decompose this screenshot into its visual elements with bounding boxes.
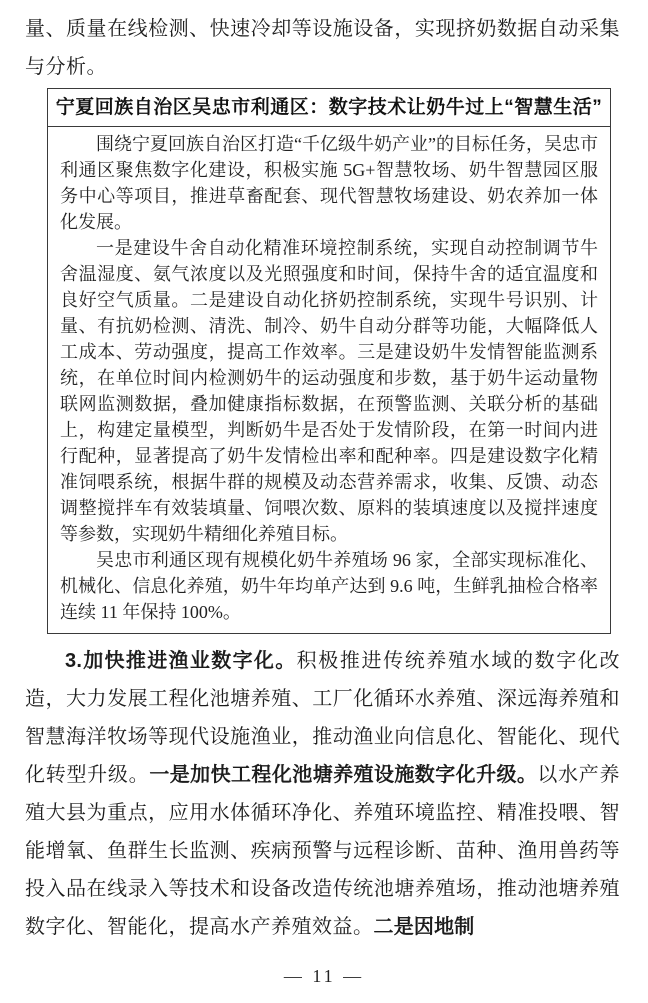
box-paragraph: 一是建设牛舍自动化精准环境控制系统，实现自动控制调节牛舍温湿度、氨气浓度以及光照强度和时间，保持牛舍的适宜温度和良好空气质量。二是建设自动化挤奶控制系统，实现牛号识别、计量、有抗奶检测、清洗、制冷、奶牛自动分群等功能，大幅降低人工成本、劳动强度，提高工作效率。三是建设奶牛发情智能监测系统，在单位时间内检测奶牛的运动强度和步数，基于奶牛运动量物联网监测数据，叠加健康指标数据，在预警监测、关联分析的基础上，构建定量模型，判断奶牛是否处于发情阶段，在第一时间内进行配种，显著提高了奶牛发情检出率和配种率。四是建设数字化精准饲喂系统，根据牛群的规模及动态营养需求，收集、反馈、动态调整搅拌车有效装填量、饲喂次数、原料的装填速度以及搅拌速度等参数，实现奶牛精细化养殖目标。 (60, 238, 598, 544)
case-study-box (47, 88, 611, 634)
bold-text-run: 一是加快工程化池塘养殖设施数字化升级。 (149, 764, 538, 786)
bold-text-run: 二是因地制 (373, 916, 475, 938)
bold-text-run: 3.加快推进渔业数字化。 (65, 650, 297, 672)
box-paragraph: 围绕宁夏回族自治区打造“千亿级牛奶产业”的目标任务，吴忠市利通区聚焦数字化建设，积极实施 5G+智慧牧场、奶牛智慧园区服务中心等项目，推进草畜配套、现代智慧牧场建设、奶农养加一体化发展。 (60, 134, 598, 232)
page-number: — 11 — (283, 966, 365, 986)
box-paragraph: 吴忠市利通区现有规模化奶牛养殖场 96 家，全部实现标准化、机械化、信息化养殖，奶牛年均单产达到 9.6 吨，生鲜乳抽检合格率连续 11 年保持 100%。 (60, 550, 598, 622)
fishery-paragraph (25, 642, 620, 946)
text-run: 以水产养殖大县为重点，应用水体循环净化、养殖环境监控、精准投喂、智能增氧、鱼群生长监测、疾病预警与远程诊断、苗种、渔用兽药等投入品在线录入等技术和设备改造传统池塘养殖场，推动池塘养殖数字化、智能化，提高水产养殖效益。 (25, 764, 620, 938)
case-study-box-title: 宁夏回族自治区吴忠市利通区：数字技术让奶牛过上“智慧生活” (48, 89, 610, 127)
intro-paragraph: 量、质量在线检测、快速冷却等设施设备，实现挤奶数据自动采集与分析。 (25, 18, 620, 78)
text-run: 积极推进传统养殖水域的数字化改造，大力发展工程化池塘养殖、工厂化循环水养殖、深远海养殖和智慧海洋牧场等现代设施渔业，推动渔业向信息化、智能化、现代化转型升级。 (25, 650, 621, 786)
case-study-box-body (48, 127, 610, 633)
